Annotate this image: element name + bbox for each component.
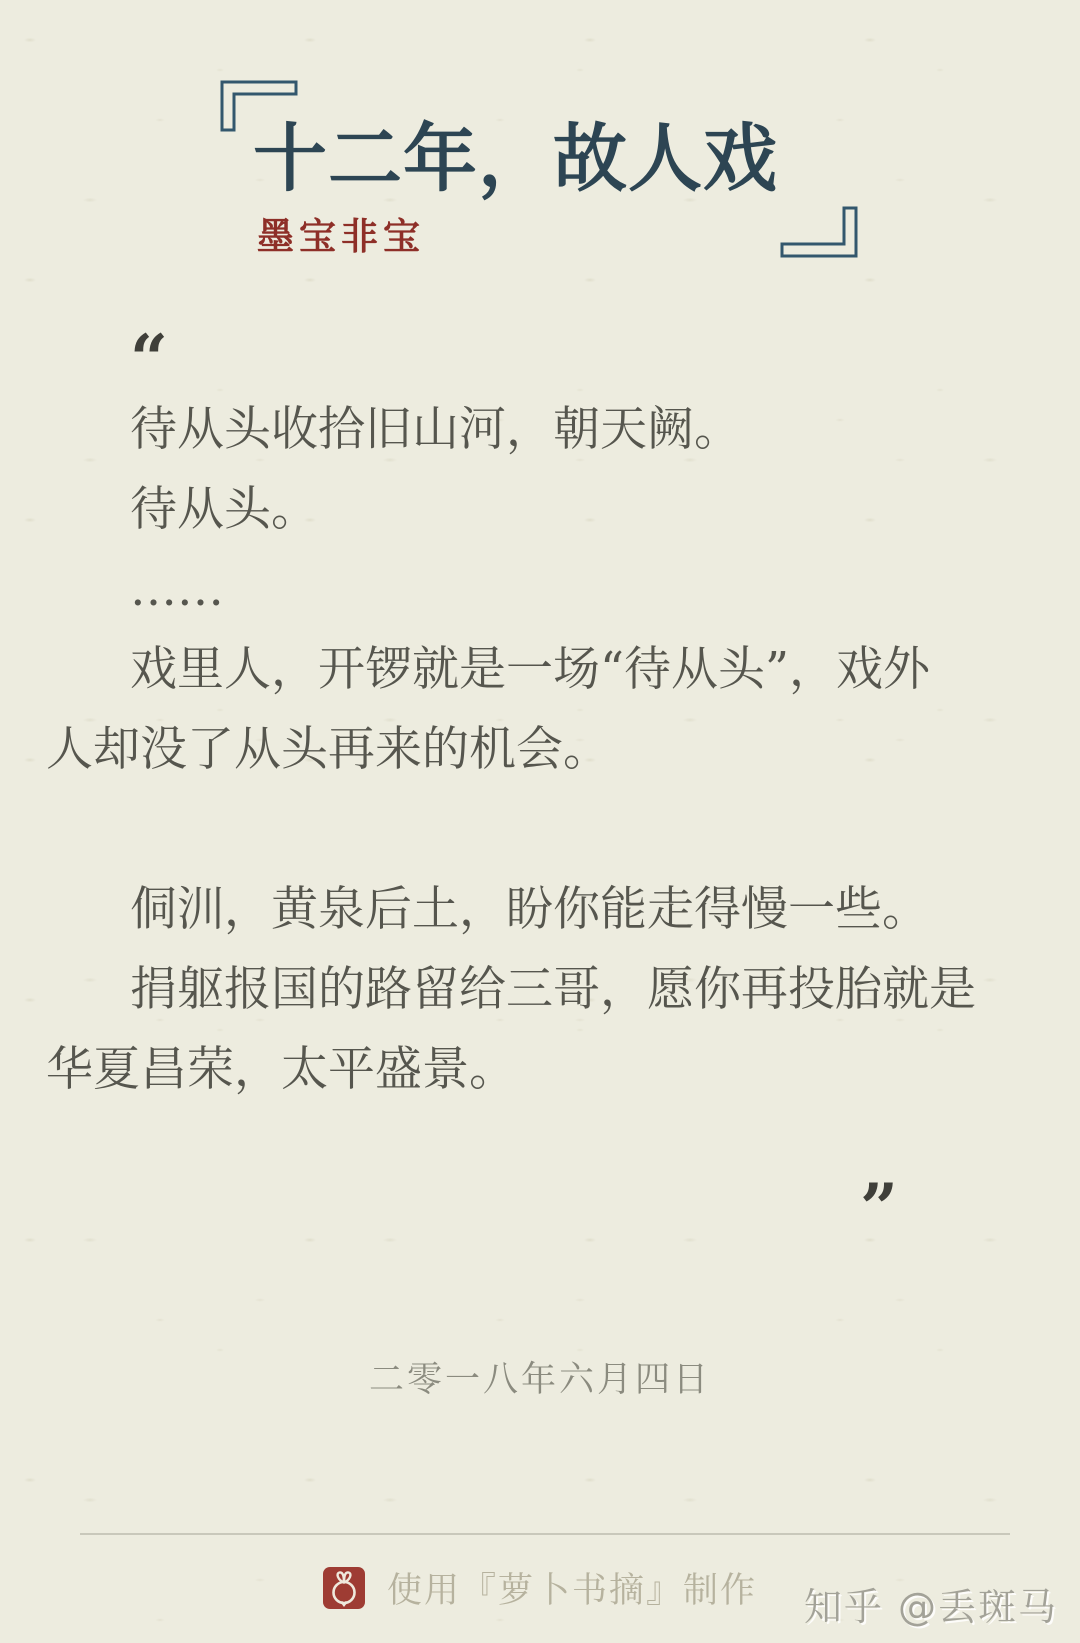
close-quote-icon: ” [860,1169,898,1247]
quote-line: 待从头。 [130,482,318,537]
credit-text: 使用『萝卜书摘』制作 [386,1571,757,1611]
corner-bracket-bottom-right-icon [780,204,858,258]
footer-divider [80,1533,1010,1535]
quote-line: 待从头收拾旧山河，朝天阙。 [130,402,741,457]
book-author: 墨宝非宝 [257,214,425,258]
quote-line: 捐躯报国的路留给三哥，愿你再投胎就是 [130,962,976,1017]
radish-app-logo-icon [323,1567,365,1609]
quote-line: 人却没了从头再来的机会。 [46,722,610,777]
zhihu-watermark: 知乎 @丢斑马 [803,1585,1058,1629]
quote-date: 二零一八年六月四日 [368,1360,711,1400]
quote-line: …… [130,562,224,617]
quote-body [46,320,986,1248]
quote-line: 戏里人，开锣就是一场“待从头”，戏外 [130,642,931,697]
open-quote-icon: “ [130,320,168,398]
quote-line: 侗汌，黄泉后土，盼你能走得慢一些。 [130,882,929,937]
quote-line: 华夏昌荣，太平盛景。 [46,1042,516,1097]
book-title: 十二年，故人戏 [253,116,778,202]
